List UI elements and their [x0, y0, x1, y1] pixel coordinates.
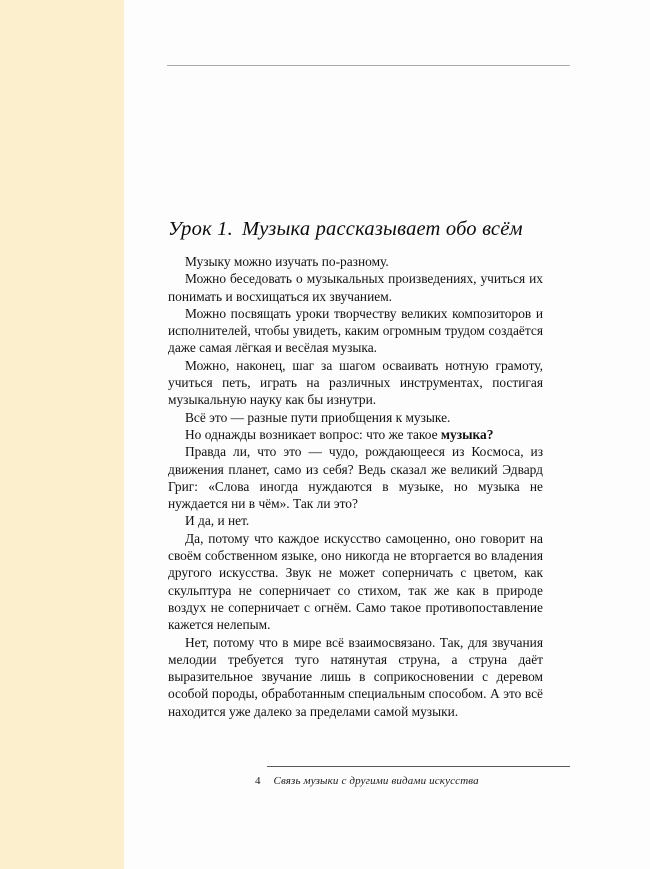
- emphasis-keyword: музыка?: [440, 426, 494, 442]
- page-content: [168, 218, 543, 720]
- paragraph: [168, 426, 543, 443]
- footer-line: [255, 775, 479, 787]
- textbook-page: [124, 0, 650, 869]
- paragraph: Можно посвящать уроки творчеству великих композиторов и исполнителей, чтобы увидеть, каким огромным трудом создаётся даже самая лёгкая и весёлая музыка.: [168, 305, 543, 356]
- footer-divider-rule: [267, 766, 570, 767]
- lesson-title: Музыка рассказывает обо всём: [241, 218, 523, 240]
- lesson-number: Урок 1.: [168, 218, 233, 240]
- page-number: 4: [255, 775, 261, 787]
- paragraph: Нет, потому что в мире всё взаимосвязано. Так, для звучания мелодии требуется туго натянутая струна, а струна даёт выразительное звучание лишь в соприкосновении с деревом особой породы, обработанным специальным способом. А это всё находится уже далеко за пределами самой музыки.: [168, 634, 543, 719]
- paragraph-text-lead: Но однажды возникает вопрос: что же такое: [185, 426, 441, 442]
- header-divider-rule: [167, 65, 570, 66]
- page-footer: [124, 766, 650, 806]
- paragraph: Правда ли, что это — чудо, рождающееся из Космоса, из движения планет, само из себя? Ведь сказал же великий Эдвард Григ: «Слова иногда нуждаются в музыке, но музыка не нуждается ни в чём». Так ли это?: [168, 444, 543, 512]
- paragraph: Да, потому что каждое искусство самоценно, оно говорит на своём собственном языке, оно никогда не вторгается во владения другого искусства. Звук не может соперничать с цветом, как скульптура не соперничает со стихом, так же как в природе воздух не соперничает с огнём. Само такое противопоставление кажется нелепым.: [168, 530, 543, 633]
- paragraph: Можно, наконец, шаг за шагом осваивать нотную грамоту, учиться петь, играть на различных инструментах, постигая музыкальную науку как бы изнутри.: [168, 357, 543, 408]
- running-title: Связь музыки с другими видами искусства: [273, 775, 479, 787]
- paragraph: Можно беседовать о музыкальных произведениях, учиться их понимать и восхищаться их звучанием.: [168, 271, 543, 304]
- paragraph: И да, и нет.: [185, 513, 250, 529]
- page-edge-strip: [0, 0, 124, 869]
- paragraph: Всё это — разные пути приобщения к музыке.: [185, 409, 451, 425]
- paragraph: Музыку можно изучать по-разному.: [185, 254, 389, 269]
- page-title: [168, 218, 543, 241]
